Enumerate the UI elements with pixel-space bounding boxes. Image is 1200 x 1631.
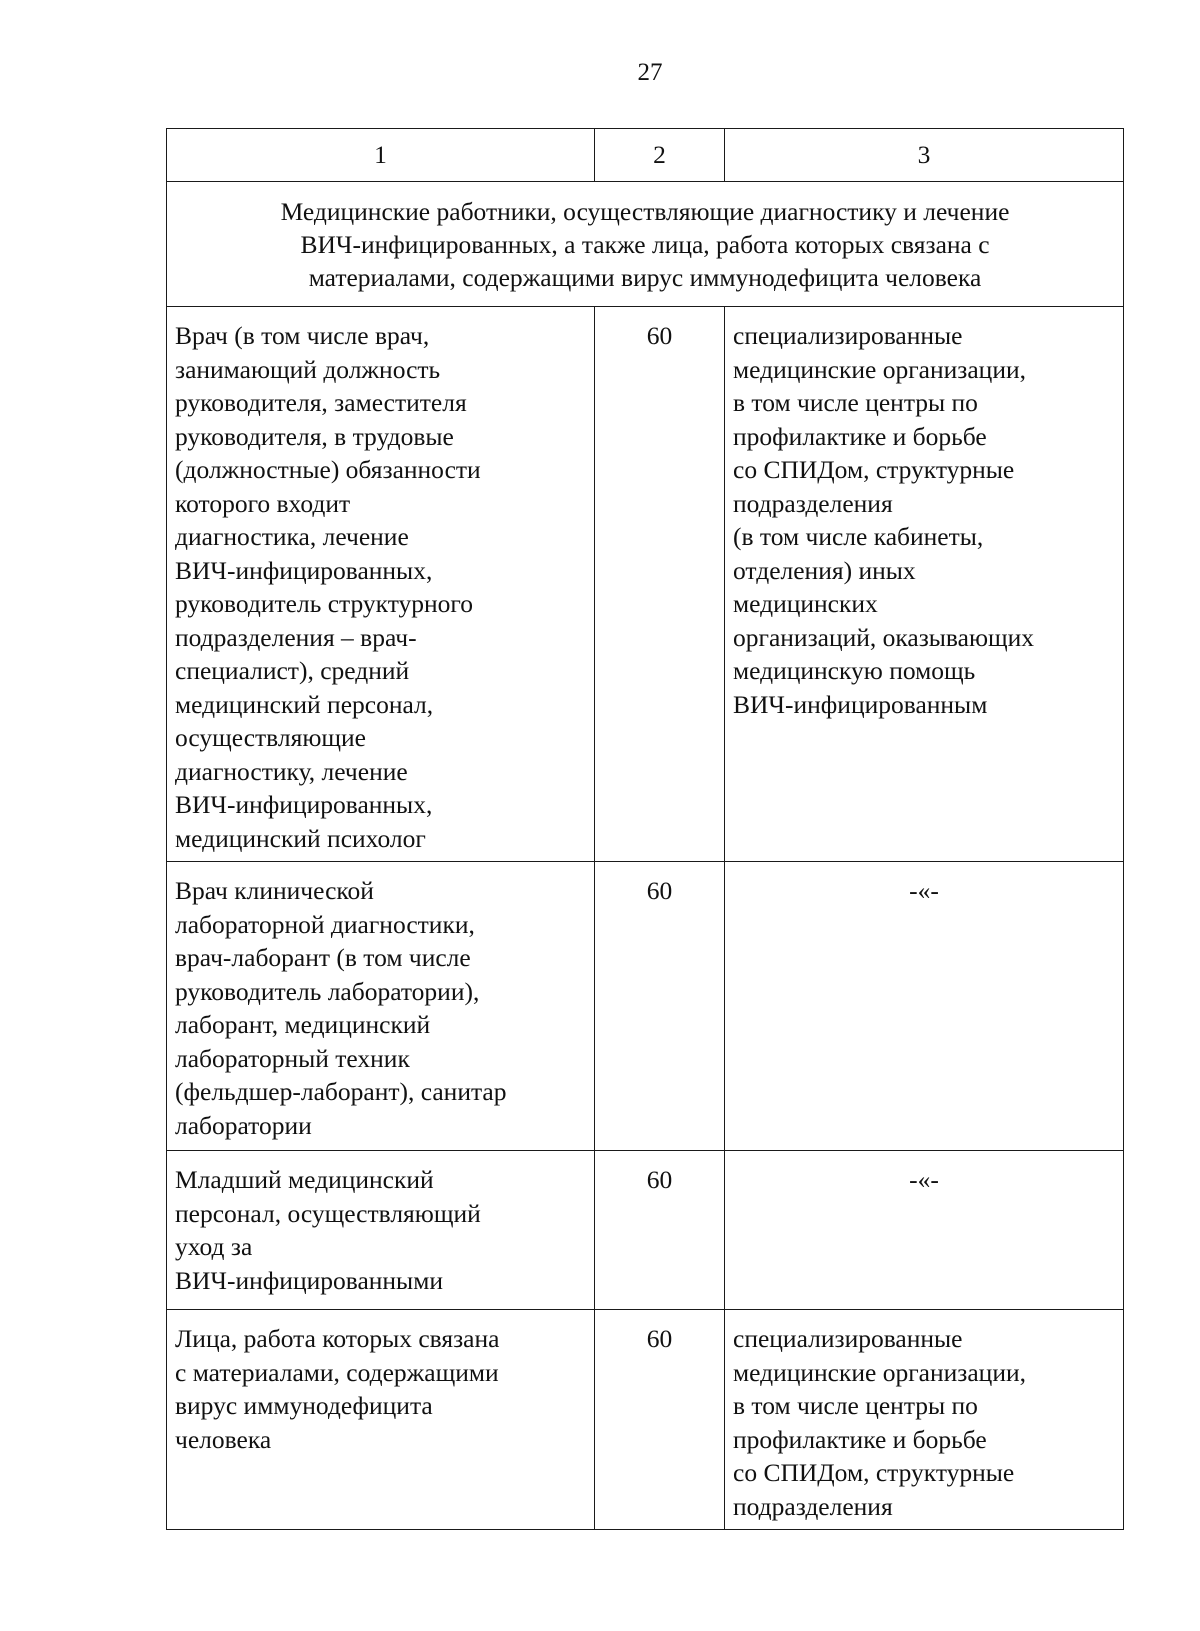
cell-line: Лица, работа которых связана — [175, 1324, 500, 1353]
cell-line: в том числе центры по — [733, 388, 978, 417]
cell-line: ВИЧ-инфицированными — [175, 1265, 443, 1295]
cell-line: организаций, оказывающих — [733, 622, 1035, 652]
cell-line: человека — [175, 1424, 272, 1454]
cell-line: лабораторный техник — [175, 1043, 410, 1073]
cell-line: со СПИДом, структурные — [733, 455, 1015, 484]
column-number-3: 3 — [725, 129, 1124, 182]
cell-line: профилактике и борьбе — [733, 1424, 987, 1454]
cell-line: ВИЧ-инфицированных, — [175, 790, 433, 819]
table-header-row — [167, 129, 1124, 182]
cell-line: диагностику, лечение — [175, 756, 408, 786]
column-number-2: 2 — [595, 129, 725, 182]
cell-line: лабораторной диагностики, — [175, 909, 475, 939]
cell-line: медицинские организации, — [733, 1357, 1027, 1387]
cell-line: руководителя, заместителя — [175, 388, 467, 417]
cell-line: диагностика, лечение — [175, 522, 409, 551]
cell-line: врач-лаборант (в том числе — [175, 943, 471, 972]
cell-line: которого входит — [175, 488, 351, 518]
table-row — [167, 862, 1124, 1151]
organization-cell — [725, 307, 1124, 862]
cell-line: руководитель структурного — [175, 589, 473, 618]
cell-line: с материалами, содержащими — [175, 1357, 499, 1387]
cell-line: уход за — [175, 1232, 253, 1261]
table-row — [167, 1151, 1124, 1310]
cell-line: медицинский персонал, — [175, 689, 434, 719]
cell-line: (фельдшер-лаборант), санитар — [175, 1077, 507, 1106]
cell-line: подразделения — [733, 488, 893, 518]
cell-line: руководителя, в трудовые — [175, 421, 454, 451]
cell-line: лаборант, медицинский — [175, 1010, 431, 1039]
value-cell: 60 — [595, 307, 725, 862]
page-number: 27 — [637, 59, 663, 86]
ditto-cell: -«- — [725, 862, 1124, 1151]
cell-line: со СПИДом, структурные — [733, 1458, 1015, 1487]
cell-line: отделения) иных — [733, 555, 916, 585]
cell-line: специализированные — [733, 1324, 963, 1353]
section-title-row — [167, 182, 1124, 307]
cell-line: Врач (в том числе врач, — [175, 321, 430, 350]
cell-line: ВИЧ-инфицированных, — [175, 555, 433, 585]
cell-line: специализированные — [733, 321, 963, 350]
cell-line: подразделения – врач- — [175, 622, 417, 652]
cell-line: вирус иммунодефицита — [175, 1391, 433, 1420]
document-table — [166, 128, 1124, 1530]
cell-line: (в том числе кабинеты, — [733, 522, 984, 551]
cell-line: Младший медицинский — [175, 1165, 434, 1194]
cell-line: занимающий должность — [175, 354, 441, 384]
value-cell: 60 — [595, 862, 725, 1151]
cell-line: специалист), средний — [175, 656, 410, 685]
section-title — [167, 182, 1124, 307]
section-title-line: ВИЧ-инфицированных, а также лица, работа которых связана с — [300, 229, 990, 259]
section-title-line: Медицинские работники, осуществляющие диагностику и лечение — [280, 196, 1010, 226]
organization-cell — [725, 1310, 1124, 1530]
position-cell — [167, 1310, 595, 1530]
cell-line: ВИЧ-инфицированным — [733, 689, 988, 719]
cell-line: Врач клинической — [175, 876, 374, 905]
cell-line: осуществляющие — [175, 723, 366, 752]
cell-line: (должностные) обязанности — [175, 455, 481, 484]
cell-line: лаборатории — [175, 1110, 312, 1140]
value-cell: 60 — [595, 1310, 725, 1530]
position-cell — [167, 862, 595, 1151]
cell-line: медицинскую помощь — [733, 656, 976, 685]
column-number-1: 1 — [167, 129, 595, 182]
cell-line: медицинских — [733, 589, 878, 618]
value-cell: 60 — [595, 1151, 725, 1310]
section-title-line: материалами, содержащими вирус иммунодефицита человека — [308, 262, 982, 292]
cell-line: медицинские организации, — [733, 354, 1027, 384]
cell-line: медицинский психолог — [175, 823, 426, 853]
cell-line: подразделения — [733, 1491, 893, 1521]
position-cell — [167, 307, 595, 862]
cell-line: руководитель лаборатории), — [175, 976, 480, 1006]
table-row — [167, 307, 1124, 862]
position-cell — [167, 1151, 595, 1310]
cell-line: профилактике и борьбе — [733, 421, 987, 451]
table-row — [167, 1310, 1124, 1530]
cell-line: персонал, осуществляющий — [175, 1198, 481, 1228]
cell-line: в том числе центры по — [733, 1391, 978, 1420]
ditto-cell: -«- — [725, 1151, 1124, 1310]
